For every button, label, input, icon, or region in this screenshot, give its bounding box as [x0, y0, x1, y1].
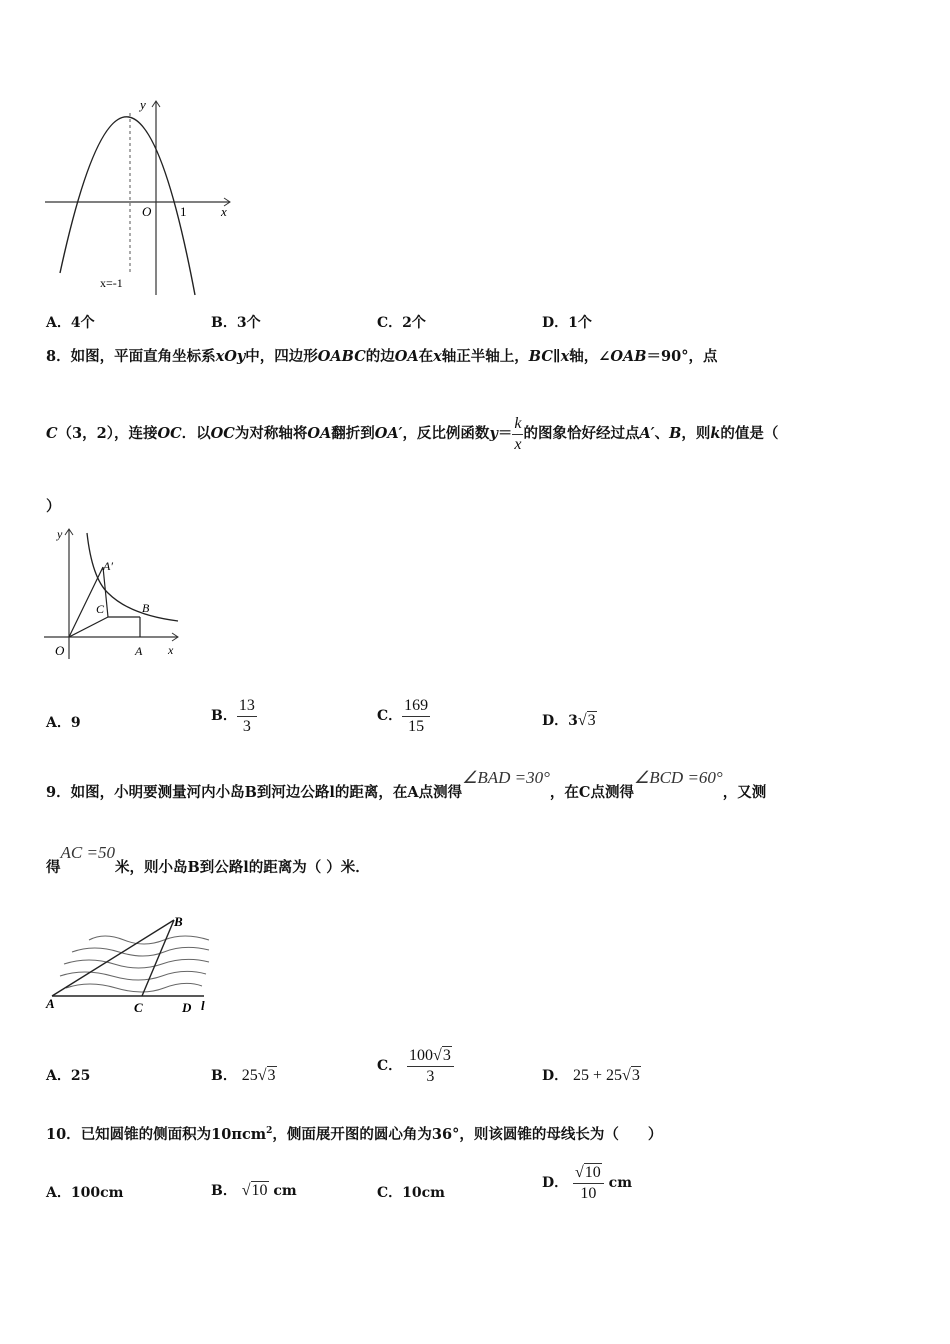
radicand: 10 — [584, 1163, 601, 1181]
math-var: OA′ — [374, 425, 403, 442]
math-var: OAB — [610, 348, 647, 365]
math-var: B — [669, 425, 682, 442]
option-text: 2个 — [402, 315, 426, 331]
option-fraction — [402, 696, 430, 737]
wave-line — [60, 971, 206, 980]
text: （3，2），连接 — [57, 425, 158, 442]
point-a-prime-label: A′ — [103, 559, 113, 573]
radicand: 3 — [267, 1067, 276, 1084]
option-letter: B． — [211, 708, 237, 724]
text: ，则 — [681, 425, 711, 442]
math-var: OA — [394, 348, 419, 365]
option-value: 100cm — [70, 1185, 124, 1201]
sqrt-expression — [258, 1067, 277, 1085]
option-letter: D． — [542, 1068, 569, 1084]
math-var: OC — [210, 425, 235, 442]
q9-option-a[interactable] — [46, 1065, 90, 1085]
radical-sign: √ — [575, 1163, 584, 1181]
point-b-label: B — [174, 914, 183, 929]
option-letter: C． — [377, 1058, 403, 1074]
q9-line2 — [46, 843, 370, 892]
option-prefix: 25 + 25 — [573, 1067, 623, 1084]
x-axis-label: x — [168, 643, 174, 657]
math-var: OC — [157, 425, 182, 442]
option-letter: C． — [377, 1185, 403, 1201]
q8-line1 — [46, 345, 717, 366]
q7-option-b[interactable] — [211, 312, 261, 332]
wave-line — [89, 936, 209, 944]
option-coefficient: 100 — [409, 1046, 434, 1064]
text: 翻折到 — [331, 425, 375, 442]
option-letter: A． — [46, 1068, 71, 1084]
q10-option-a[interactable] — [46, 1182, 123, 1202]
sqrt-expression — [578, 712, 597, 730]
option-fraction — [407, 1046, 454, 1087]
vertical-line-label: x=-1 — [100, 276, 123, 290]
text: 如图，平面直角坐标系 — [70, 348, 216, 365]
point-a-label: A — [135, 644, 143, 658]
radicand: 3 — [587, 712, 596, 729]
text: 为对称轴将 — [234, 425, 308, 442]
option-letter: A． — [46, 1185, 71, 1201]
text: 中，四边形 — [245, 348, 318, 365]
option-letter: A． — [46, 715, 71, 731]
y-axis-label: y — [140, 97, 146, 112]
math-var: BC — [528, 348, 553, 365]
angle-bcd: ∠BCD =60° — [633, 768, 723, 787]
question-number: 8． — [46, 348, 71, 365]
segment-oc — [69, 617, 108, 637]
option-letter: D． — [542, 315, 569, 331]
parabola-figure — [40, 95, 240, 300]
radical-sign: √ — [577, 712, 587, 729]
wave-line — [66, 983, 202, 992]
radical-sign: √ — [257, 1067, 267, 1084]
fraction-numerator — [573, 1163, 604, 1184]
math-var: y — [489, 425, 498, 442]
inverse-function-figure — [40, 523, 190, 663]
fraction-numerator: k — [512, 414, 523, 435]
text: ，侧面展开图的圆心角为36°，则该圆锥的母线长为（ ） — [272, 1126, 663, 1143]
fraction-denominator: 10 — [580, 1184, 597, 1202]
road-l-label: l — [201, 998, 205, 1013]
option-fraction — [237, 696, 257, 737]
segment-cb — [142, 920, 174, 996]
sqrt-expression — [622, 1067, 641, 1085]
point-d-label: D — [182, 1000, 192, 1015]
text: 在 — [418, 348, 434, 365]
radical-sign: √ — [433, 1046, 442, 1064]
text: ∥ — [552, 348, 561, 365]
origin-label: O — [142, 204, 152, 219]
point-a-label: A — [46, 996, 55, 1011]
point-c-label: C — [96, 602, 105, 616]
q9-line1 — [46, 768, 766, 817]
option-value: 10cm — [402, 1185, 445, 1201]
q10-option-c[interactable] — [377, 1182, 445, 1202]
option-coefficient: 3 — [568, 713, 578, 729]
text: 的图象恰好经过点 — [523, 425, 640, 442]
angle-bad: ∠BAD =30° — [462, 768, 550, 787]
fraction-numerator: 13 — [237, 696, 257, 717]
tick-one-label: 1 — [180, 204, 187, 219]
fraction-denominator: x — [514, 435, 522, 453]
text: 得 — [46, 859, 61, 876]
option-letter: C． — [377, 315, 403, 331]
math-var: xOy — [215, 348, 246, 365]
text: 的值是（ — [720, 425, 779, 442]
fraction-numerator: 169 — [402, 696, 430, 717]
river-figure — [44, 910, 216, 1015]
text: 的边 — [365, 348, 395, 365]
q8-option-a[interactable] — [46, 712, 81, 732]
text: 如图，小明要测量河内小岛B到河边公路l的距离，在A点测得 — [70, 784, 463, 801]
q8-option-c[interactable] — [377, 690, 430, 742]
q8-line2 — [46, 405, 778, 463]
math-var: A′ — [639, 425, 655, 442]
wave-line — [64, 959, 209, 968]
text: 米，则小岛B到公路l的距离为（ ）米． — [114, 859, 370, 876]
unit: cm — [608, 1175, 633, 1191]
point-b-label: B — [142, 601, 150, 615]
text: ．以 — [181, 425, 211, 442]
y-axis-label: y — [57, 527, 63, 541]
sqrt-expression — [242, 1182, 269, 1200]
origin-label: O — [55, 643, 65, 658]
option-value: 9 — [70, 715, 81, 731]
x-axis-label: x — [221, 204, 227, 219]
q10-stem — [46, 1123, 662, 1144]
wave-line — [72, 947, 209, 956]
math-var: x — [433, 348, 442, 365]
math-var: OA — [307, 425, 332, 442]
question-number: 10． — [46, 1126, 81, 1143]
q8-option-b[interactable] — [211, 690, 257, 742]
q10-option-b[interactable] — [211, 1180, 297, 1200]
q9-option-c[interactable] — [377, 1040, 454, 1092]
unit: cm — [273, 1183, 297, 1199]
text: ＝90°，点 — [646, 348, 718, 365]
math-var: k — [710, 425, 721, 442]
radical-sign: √ — [241, 1182, 251, 1199]
q9-option-d[interactable] — [542, 1065, 641, 1085]
q7-option-a[interactable] — [46, 312, 95, 332]
option-letter: B． — [211, 1183, 237, 1199]
sqrt-expression — [433, 1046, 452, 1066]
q7-option-d[interactable] — [542, 312, 592, 332]
text: 轴，∠ — [569, 348, 611, 365]
option-fraction — [573, 1163, 604, 1204]
fraction-numerator — [407, 1046, 454, 1067]
text: ，反比例函数 — [402, 425, 490, 442]
math-var: x — [560, 348, 570, 365]
fraction-denominator: 3 — [242, 717, 251, 735]
fraction-denominator: 15 — [408, 717, 425, 735]
option-value: 25 — [70, 1068, 91, 1084]
math-var: OABC — [317, 348, 366, 365]
math-var: C — [46, 425, 58, 442]
radicand: 3 — [631, 1067, 640, 1084]
option-text: 3个 — [236, 315, 261, 331]
q7-option-c[interactable] — [377, 312, 426, 332]
k-over-x-fraction — [512, 414, 523, 455]
text: ，在C点测得 — [549, 784, 634, 801]
text: 、 — [654, 425, 670, 442]
text: 轴正半轴上， — [441, 348, 529, 365]
text: ，又测 — [722, 784, 767, 801]
sqrt-expression — [575, 1163, 602, 1183]
option-letter: D． — [542, 713, 569, 729]
q9-option-b[interactable] — [211, 1065, 277, 1085]
radicand: 3 — [442, 1046, 451, 1064]
radical-sign: √ — [622, 1067, 631, 1084]
text: 已知圆锥的侧面积为10πcm — [80, 1126, 267, 1143]
radicand: 10 — [251, 1182, 268, 1199]
q8-line3: ） — [46, 498, 61, 515]
option-coefficient: 25 — [241, 1067, 258, 1084]
parabola-curve — [60, 117, 195, 295]
fraction-denominator: 3 — [426, 1067, 435, 1085]
option-letter: B． — [211, 1068, 237, 1084]
point-c-label: C — [134, 1000, 143, 1015]
option-text: 4个 — [70, 315, 95, 331]
option-letter: D． — [542, 1175, 569, 1191]
option-letter: C． — [377, 708, 403, 724]
ac-length: AC =50 — [60, 843, 115, 862]
q10-option-d[interactable] — [542, 1157, 632, 1209]
option-letter: A． — [46, 315, 71, 331]
option-text: 1个 — [568, 315, 592, 331]
question-number: 9． — [46, 784, 71, 801]
segment-ab — [52, 920, 174, 996]
superscript: 2 — [266, 1126, 273, 1137]
q8-option-d[interactable] — [542, 710, 597, 730]
text: ＝ — [497, 425, 513, 442]
option-letter: B． — [211, 315, 237, 331]
